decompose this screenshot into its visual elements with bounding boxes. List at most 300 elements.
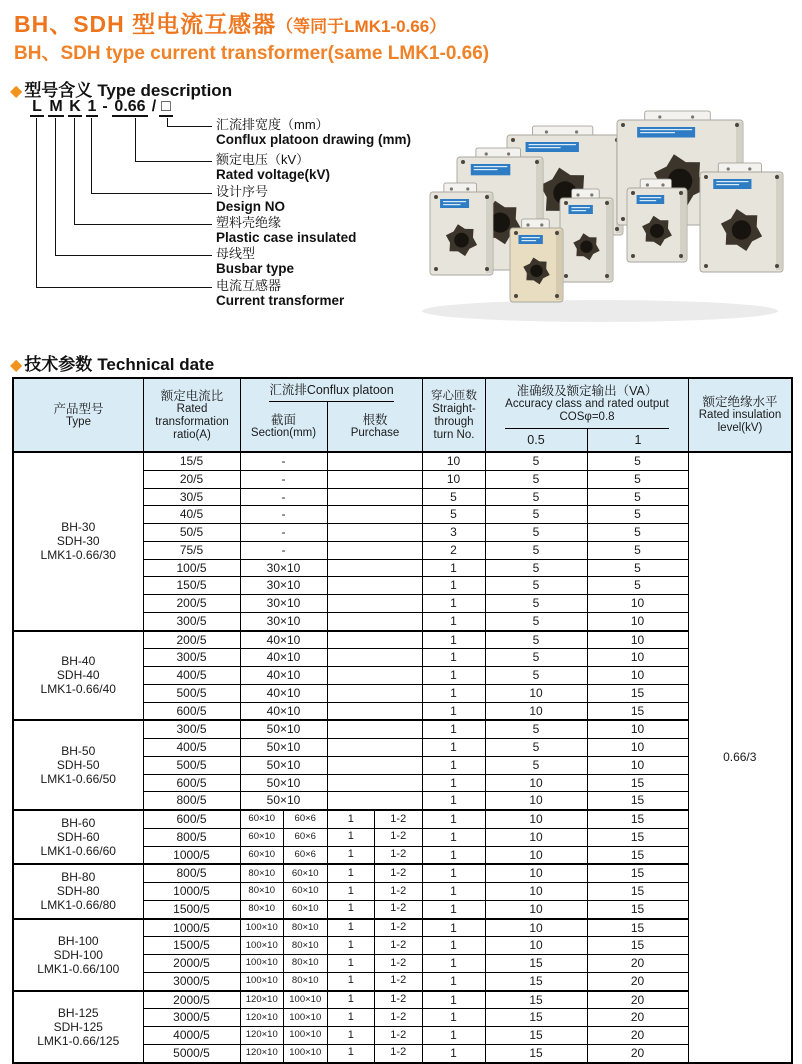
ratio-cell: 150/5 xyxy=(143,577,240,595)
ratio-cell: 40/5 xyxy=(143,506,240,524)
output-05-cell: 15 xyxy=(485,991,587,1009)
ratio-cell: 300/5 xyxy=(143,720,240,738)
section-cell-value: 80×10 xyxy=(241,865,285,882)
output-1-cell: 15 xyxy=(587,792,688,810)
output-1-cell: 5 xyxy=(587,577,688,595)
turns-cell: 1 xyxy=(422,756,485,774)
purchase-cell xyxy=(327,846,422,864)
turns-cell: 1 xyxy=(422,1044,485,1062)
purchase-cell xyxy=(327,774,422,792)
purchase-cell xyxy=(327,612,422,630)
purchase-cell xyxy=(327,524,422,542)
connector-line xyxy=(36,287,212,288)
turns-cell: 1 xyxy=(422,810,485,828)
section-heading-en: Technical date xyxy=(97,355,215,374)
section-cell-value: 80×10 xyxy=(291,957,319,969)
header-conflux-group xyxy=(241,379,423,451)
product-type-cell xyxy=(13,810,143,864)
connector-line xyxy=(74,118,75,224)
type-code-label-en: Conflux platoon drawing (mm) xyxy=(216,132,411,147)
header-conflux xyxy=(269,379,393,402)
product-type-cell xyxy=(13,631,143,721)
purchase-cell xyxy=(327,810,422,828)
section-cell xyxy=(240,972,327,990)
ratio-cell: 1500/5 xyxy=(143,900,240,918)
output-05-cell: 5 xyxy=(485,488,587,506)
header-ratio xyxy=(144,379,241,451)
output-1-cell: 10 xyxy=(587,649,688,667)
output-05-cell: 5 xyxy=(485,595,587,613)
header-purchase-zh: 根数 xyxy=(362,413,388,427)
section-cell: - xyxy=(240,488,327,506)
turns-cell: 1 xyxy=(422,1009,485,1027)
section-cell-value: 80×10 xyxy=(241,883,285,900)
section-cell-value: 100×10 xyxy=(241,937,285,954)
header-class-05-label: 0.5 xyxy=(527,432,545,447)
product-type-line: BH-80 xyxy=(61,870,96,885)
insulation-level-cell: 0.66/3 xyxy=(688,452,792,1063)
output-05-cell: 5 xyxy=(485,452,587,470)
section-cell: - xyxy=(240,452,327,470)
purchase-cell-value: 1-2 xyxy=(390,866,407,879)
purchase-cell xyxy=(327,470,422,488)
output-05-cell: 5 xyxy=(485,756,587,774)
section-cell: 40×10 xyxy=(240,631,327,649)
type-code-diagram xyxy=(20,98,420,318)
section-cell-value: 60×10 xyxy=(241,847,285,864)
output-1-cell: 10 xyxy=(587,720,688,738)
turns-cell: 1 xyxy=(422,900,485,918)
output-05-cell: 10 xyxy=(485,792,587,810)
type-code-label xyxy=(216,215,356,245)
section-cell xyxy=(240,810,327,828)
section-cell: 30×10 xyxy=(240,595,327,613)
header-accuracy-cos: COSφ=0.8 xyxy=(559,410,615,423)
purchase-cell xyxy=(327,684,422,702)
diamond-icon: ◆ xyxy=(10,83,23,100)
output-1-cell: 15 xyxy=(587,864,688,882)
product-type-line: LMK1-0.66/50 xyxy=(40,772,116,787)
section-cell xyxy=(240,1009,327,1027)
product-type-line: SDH-50 xyxy=(56,758,100,773)
product-type-line: BH-40 xyxy=(61,654,96,669)
section-cell: 30×10 xyxy=(240,612,327,630)
ratio-cell: 200/5 xyxy=(143,595,240,613)
output-05-cell: 5 xyxy=(485,541,587,559)
purchase-cell-value: 1 xyxy=(328,920,376,937)
section-heading-zh: 型号含义 xyxy=(24,81,93,100)
table-row xyxy=(13,991,792,1009)
purchase-cell xyxy=(327,756,422,774)
table-row xyxy=(13,631,792,649)
purchase-cell xyxy=(327,631,422,649)
header-accuracy-group xyxy=(486,379,689,451)
turns-cell: 1 xyxy=(422,720,485,738)
output-1-cell: 10 xyxy=(587,631,688,649)
ratio-cell: 1500/5 xyxy=(143,937,240,955)
type-code-label xyxy=(216,152,330,182)
turns-cell: 10 xyxy=(422,452,485,470)
connector-line xyxy=(167,118,168,126)
turns-cell: 1 xyxy=(422,864,485,882)
ratio-cell: 500/5 xyxy=(143,684,240,702)
purchase-cell xyxy=(327,1009,422,1027)
section-cell-value: 80×10 xyxy=(291,921,319,933)
ratio-cell: 800/5 xyxy=(143,792,240,810)
type-code-char: 0.66 xyxy=(112,98,148,117)
purchase-cell-value: 1-2 xyxy=(390,1010,407,1023)
purchase-cell xyxy=(327,649,422,667)
ratio-cell: 1000/5 xyxy=(143,919,240,937)
type-code-label xyxy=(216,246,294,276)
type-code-label-zh: 电流互感器 xyxy=(216,278,282,293)
purchase-cell xyxy=(327,541,422,559)
product-type-line: SDH-125 xyxy=(53,1019,103,1034)
purchase-cell xyxy=(327,720,422,738)
header-accuracy-subrow xyxy=(486,429,689,451)
header-insulation xyxy=(689,379,791,451)
type-code-label-en: Current transformer xyxy=(216,293,345,308)
turns-cell: 1 xyxy=(422,595,485,613)
table-row xyxy=(13,864,792,882)
ratio-cell: 3000/5 xyxy=(143,1009,240,1027)
header-accuracy-en: Accuracy class and rated output xyxy=(505,397,669,410)
output-05-cell: 15 xyxy=(485,1044,587,1062)
purchase-cell xyxy=(327,702,422,720)
turns-cell: 1 xyxy=(422,649,485,667)
purchase-cell xyxy=(327,1044,422,1062)
output-1-cell: 5 xyxy=(587,488,688,506)
output-05-cell: 10 xyxy=(485,684,587,702)
product-type-cell xyxy=(13,864,143,918)
section-cell xyxy=(240,864,327,882)
ratio-cell: 600/5 xyxy=(143,702,240,720)
header-section-zh: 截面 xyxy=(270,413,296,427)
purchase-cell xyxy=(327,900,422,918)
ratio-cell: 300/5 xyxy=(143,649,240,667)
output-05-cell: 5 xyxy=(485,470,587,488)
type-code-label-zh: 设计序号 xyxy=(216,184,269,199)
header-accuracy-zh: 准确级及额定输出（VA） xyxy=(516,383,658,398)
section-cell-value: 100×10 xyxy=(241,920,285,937)
product-type-cell xyxy=(13,452,143,631)
section-cell-value: 100×10 xyxy=(289,1047,322,1059)
purchase-cell-value: 1 xyxy=(328,1027,376,1044)
ratio-cell: 1000/5 xyxy=(143,883,240,901)
type-code-label-en: Rated voltage(kV) xyxy=(216,167,331,182)
purchase-cell-value: 1 xyxy=(328,847,376,864)
output-05-cell: 5 xyxy=(485,577,587,595)
turns-cell: 1 xyxy=(422,883,485,901)
output-05-cell: 15 xyxy=(485,1027,587,1045)
section-cell-value: 60×10 xyxy=(291,903,319,915)
purchase-cell-value: 1-2 xyxy=(390,993,407,1006)
section-cell-value: 60×6 xyxy=(294,831,316,843)
output-1-cell: 5 xyxy=(587,541,688,559)
type-code-label-en: Busbar type xyxy=(216,261,295,276)
output-05-cell: 5 xyxy=(485,524,587,542)
header-type-en: Type xyxy=(66,415,91,428)
output-05-cell: 10 xyxy=(485,937,587,955)
type-code-label-zh: 母线型 xyxy=(216,246,256,261)
turns-cell: 1 xyxy=(422,955,485,973)
ratio-cell: 4000/5 xyxy=(143,1027,240,1045)
product-photo xyxy=(410,95,802,330)
ratio-cell: 15/5 xyxy=(143,452,240,470)
header-type-zh: 产品型号 xyxy=(53,401,104,416)
product-type-line: SDH-80 xyxy=(56,884,100,899)
output-05-cell: 5 xyxy=(485,649,587,667)
section-cell-value: 60×6 xyxy=(294,848,316,860)
ratio-cell: 75/5 xyxy=(143,541,240,559)
output-1-cell: 10 xyxy=(587,756,688,774)
output-1-cell: 5 xyxy=(587,559,688,577)
output-05-cell: 15 xyxy=(485,972,587,990)
output-1-cell: 15 xyxy=(587,937,688,955)
ratio-cell: 500/5 xyxy=(143,756,240,774)
output-05-cell: 10 xyxy=(485,810,587,828)
section-cell-value: 100×10 xyxy=(289,993,322,1005)
type-code-char: 1 xyxy=(87,98,97,115)
output-1-cell: 10 xyxy=(587,595,688,613)
output-05-cell: 5 xyxy=(485,506,587,524)
output-1-cell: 20 xyxy=(587,1044,688,1062)
section-cell: - xyxy=(240,470,327,488)
purchase-cell xyxy=(327,577,422,595)
output-05-cell: 5 xyxy=(485,559,587,577)
type-code-label-en: Plastic case insulated xyxy=(216,230,357,245)
connector-line xyxy=(91,118,92,193)
section-cell-value: 100×10 xyxy=(289,1029,322,1041)
product-type-line: SDH-100 xyxy=(53,947,103,962)
purchase-cell-value: 1 xyxy=(328,955,376,972)
section-cell: 50×10 xyxy=(240,774,327,792)
purchase-cell-value: 1 xyxy=(328,883,376,900)
table-row xyxy=(13,919,792,937)
output-05-cell: 5 xyxy=(485,720,587,738)
turns-cell: 1 xyxy=(422,919,485,937)
ratio-cell: 30/5 xyxy=(143,488,240,506)
turns-cell: 10 xyxy=(422,470,485,488)
output-1-cell: 15 xyxy=(587,919,688,937)
section-cell-value: 100×10 xyxy=(241,955,285,972)
purchase-cell-value: 1-2 xyxy=(390,848,407,861)
type-code-char: □ xyxy=(159,98,173,117)
output-05-cell: 5 xyxy=(485,667,587,685)
purchase-cell xyxy=(327,919,422,937)
turns-cell: 1 xyxy=(422,972,485,990)
output-05-cell: 10 xyxy=(485,702,587,720)
section-cell: - xyxy=(240,506,327,524)
connector-line xyxy=(91,193,212,194)
turns-cell: 1 xyxy=(422,991,485,1009)
product-type-line: LMK1-0.66/100 xyxy=(37,961,120,976)
header-purchase xyxy=(328,402,423,451)
ratio-cell: 800/5 xyxy=(143,828,240,846)
header-conflux-subrow xyxy=(241,402,423,451)
ratio-cell: 20/5 xyxy=(143,470,240,488)
section-cell-value: 80×10 xyxy=(291,939,319,951)
type-code-char: K xyxy=(69,98,81,115)
header-conflux-label: 汇流排Conflux platoon xyxy=(269,383,394,397)
type-code-label xyxy=(216,117,411,147)
ratio-cell: 600/5 xyxy=(143,810,240,828)
purchase-cell xyxy=(327,991,422,1009)
type-code-char: M xyxy=(49,98,63,115)
purchase-cell xyxy=(327,864,422,882)
technical-table-body-table xyxy=(12,451,793,1064)
header-accuracy xyxy=(505,379,669,429)
section-heading-zh: 技术参数 xyxy=(24,355,93,374)
section-cell xyxy=(240,955,327,973)
section-cell: 50×10 xyxy=(240,756,327,774)
header-purchase-en: Purchase xyxy=(350,427,400,439)
purchase-cell-value: 1 xyxy=(328,973,376,990)
connector-line xyxy=(167,126,212,127)
type-code-char: / xyxy=(151,98,157,115)
purchase-cell xyxy=(327,955,422,973)
output-05-cell: 15 xyxy=(485,1009,587,1027)
type-code-label xyxy=(216,278,344,308)
output-1-cell: 15 xyxy=(587,900,688,918)
output-1-cell: 15 xyxy=(587,828,688,846)
product-type-line: LMK1-0.66/80 xyxy=(40,898,116,913)
turns-cell: 1 xyxy=(422,792,485,810)
section-heading-technical xyxy=(10,350,214,375)
purchase-cell xyxy=(327,937,422,955)
output-05-cell: 10 xyxy=(485,828,587,846)
section-cell-value: 60×10 xyxy=(241,811,285,828)
purchase-cell xyxy=(327,667,422,685)
turns-cell: 1 xyxy=(422,577,485,595)
output-1-cell: 20 xyxy=(587,991,688,1009)
purchase-cell-value: 1 xyxy=(328,811,376,828)
purchase-cell-value: 1-2 xyxy=(390,1028,407,1041)
purchase-cell xyxy=(327,488,422,506)
table-header xyxy=(12,377,793,451)
output-1-cell: 10 xyxy=(587,612,688,630)
turns-cell: 5 xyxy=(422,488,485,506)
turns-cell: 1 xyxy=(422,667,485,685)
purchase-cell-value: 1-2 xyxy=(390,884,407,897)
purchase-cell-value: 1 xyxy=(328,829,376,846)
table-row xyxy=(13,720,792,738)
table-row xyxy=(13,810,792,828)
purchase-cell-value: 1-2 xyxy=(390,956,407,969)
header-insulation-en: Rated insulation level(kV) xyxy=(698,409,782,434)
section-cell-value: 60×10 xyxy=(291,867,319,879)
section-cell-value: 120×10 xyxy=(241,1009,285,1026)
type-code-char: L xyxy=(30,98,44,117)
section-cell-value: 120×10 xyxy=(241,1045,285,1062)
purchase-cell xyxy=(327,506,422,524)
page-title-zh xyxy=(14,6,446,39)
purchase-cell xyxy=(327,792,422,810)
ratio-cell: 2000/5 xyxy=(143,955,240,973)
section-cell xyxy=(240,919,327,937)
product-type-line: BH-100 xyxy=(57,933,99,948)
technical-table xyxy=(12,377,793,1064)
ratio-cell: 2000/5 xyxy=(143,991,240,1009)
product-type-line: LMK1-0.66/125 xyxy=(37,1033,120,1048)
output-1-cell: 5 xyxy=(587,470,688,488)
header-class-05 xyxy=(486,429,588,451)
output-1-cell: 15 xyxy=(587,846,688,864)
section-heading-en: Type description xyxy=(97,81,233,100)
turns-cell: 3 xyxy=(422,524,485,542)
output-1-cell: 15 xyxy=(587,883,688,901)
product-type-line: BH-125 xyxy=(57,1005,99,1020)
output-05-cell: 10 xyxy=(485,900,587,918)
section-cell: 50×10 xyxy=(240,792,327,810)
page-title-zh-main: BH、SDH 型电流互感器 xyxy=(14,11,277,37)
output-1-cell: 15 xyxy=(587,774,688,792)
section-cell: 40×10 xyxy=(240,702,327,720)
header-type xyxy=(14,379,144,451)
ratio-cell: 5000/5 xyxy=(143,1044,240,1062)
connector-line xyxy=(36,118,37,287)
output-1-cell: 20 xyxy=(587,1009,688,1027)
purchase-cell-value: 1-2 xyxy=(390,921,407,934)
turns-cell: 1 xyxy=(422,684,485,702)
product-type-line: BH-60 xyxy=(61,816,96,831)
section-cell-value: 60×10 xyxy=(291,885,319,897)
ratio-cell: 200/5 xyxy=(143,631,240,649)
output-1-cell: 20 xyxy=(587,955,688,973)
purchase-cell-value: 1 xyxy=(328,992,376,1009)
product-type-line: LMK1-0.66/60 xyxy=(40,844,116,859)
purchase-cell xyxy=(327,883,422,901)
output-05-cell: 5 xyxy=(485,631,587,649)
section-cell: 50×10 xyxy=(240,720,327,738)
section-cell-value: 60×10 xyxy=(241,829,285,846)
purchase-cell-value: 1-2 xyxy=(390,812,407,825)
connector-line xyxy=(55,118,56,255)
output-1-cell: 15 xyxy=(587,702,688,720)
section-cell xyxy=(240,900,327,918)
purchase-cell xyxy=(327,595,422,613)
section-cell xyxy=(240,1044,327,1062)
purchase-cell-value: 1 xyxy=(328,937,376,954)
header-ratio-zh: 额定电流比 xyxy=(160,388,224,403)
purchase-cell-value: 1-2 xyxy=(390,938,407,951)
purchase-cell-value: 1-2 xyxy=(390,1046,407,1059)
ratio-cell: 400/5 xyxy=(143,667,240,685)
output-1-cell: 10 xyxy=(587,667,688,685)
turns-cell: 2 xyxy=(422,541,485,559)
output-1-cell: 5 xyxy=(587,506,688,524)
output-05-cell: 10 xyxy=(485,774,587,792)
ratio-cell: 50/5 xyxy=(143,524,240,542)
section-cell-value: 80×10 xyxy=(241,901,285,918)
section-cell: - xyxy=(240,524,327,542)
section-cell xyxy=(240,937,327,955)
header-turns-zh: 穿心匝数 xyxy=(431,389,477,402)
output-05-cell: 10 xyxy=(485,864,587,882)
type-code-label-en: Design NO xyxy=(216,199,286,214)
ratio-cell: 1000/5 xyxy=(143,846,240,864)
page-title-en: BH、SDH type current transformer(same LMK1-0.66) xyxy=(14,43,490,64)
product-type-cell xyxy=(13,919,143,991)
ratio-cell: 100/5 xyxy=(143,559,240,577)
tech-table-body xyxy=(13,452,792,1063)
output-05-cell: 5 xyxy=(485,739,587,757)
output-1-cell: 20 xyxy=(587,972,688,990)
page-title-zh-paren: （等同于LMK1-0.66） xyxy=(276,17,447,36)
section-cell-value: 100×10 xyxy=(241,973,285,990)
header-turns-en: Straight-through turn No. xyxy=(432,402,476,441)
header-class-1 xyxy=(588,429,689,451)
